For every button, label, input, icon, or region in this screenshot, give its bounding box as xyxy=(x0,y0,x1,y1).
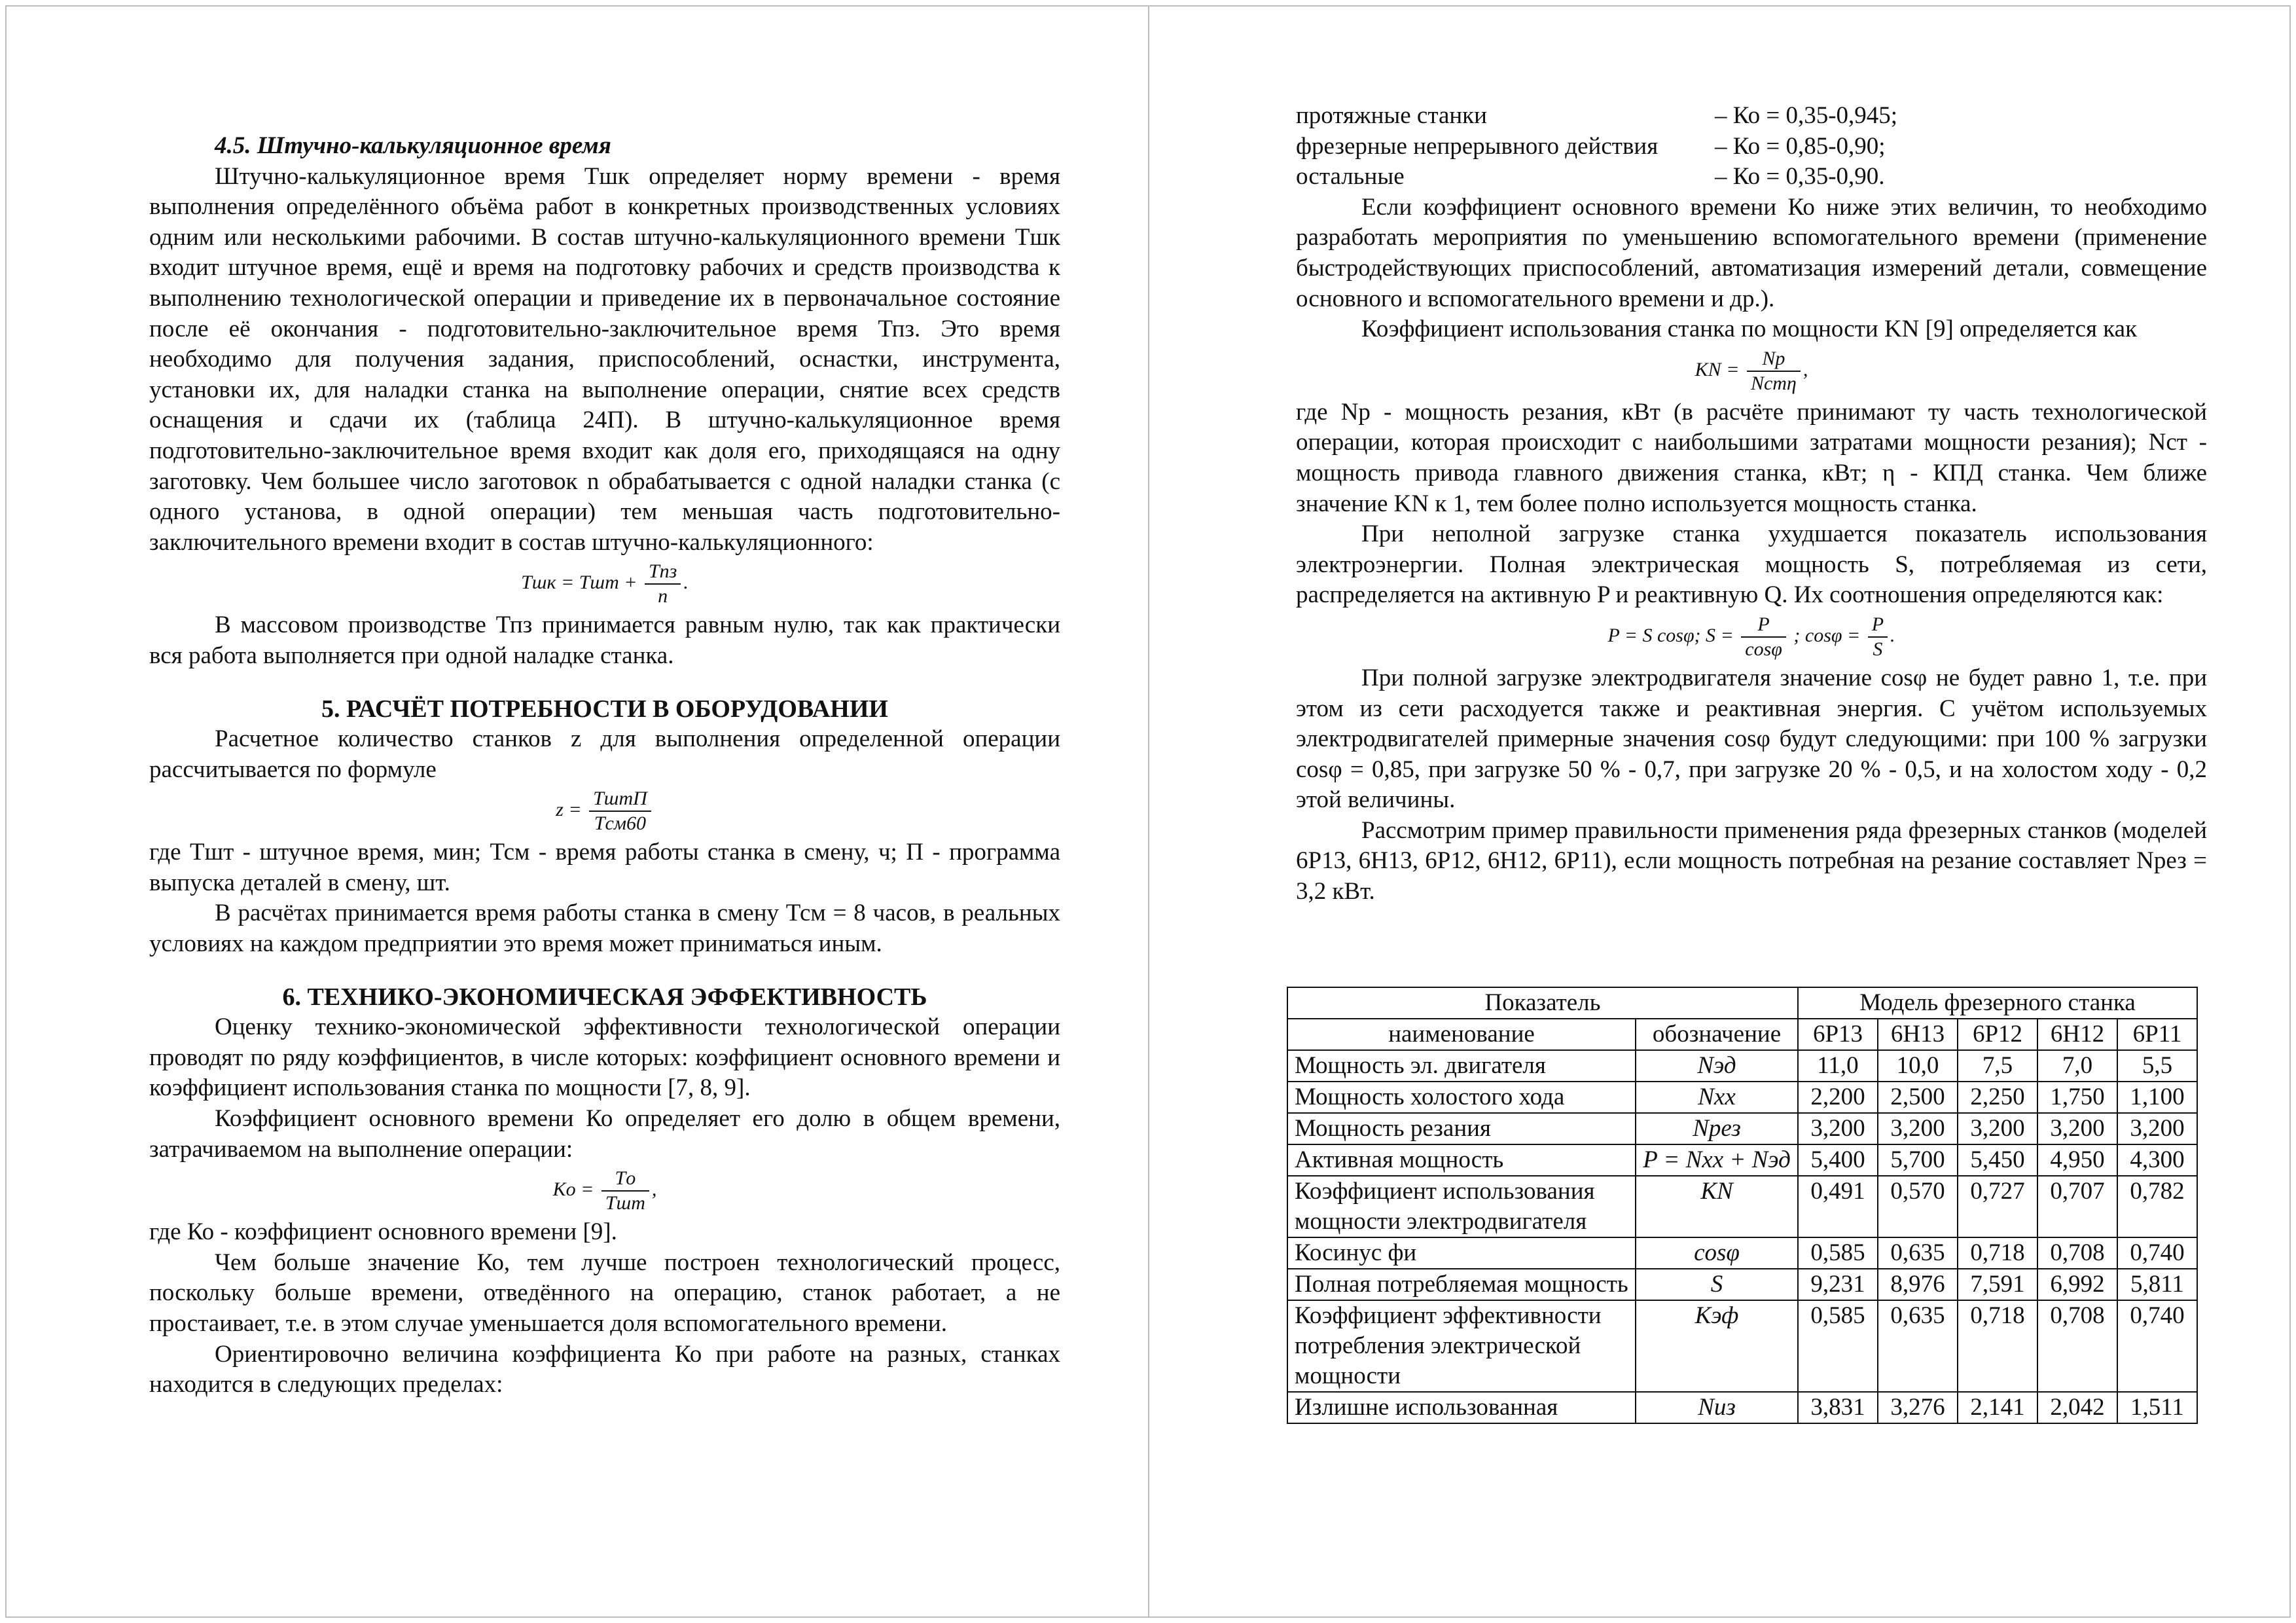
row-value: 10,0 xyxy=(1878,1050,1958,1082)
row-value: 5,400 xyxy=(1798,1144,1878,1176)
row-value: 0,782 xyxy=(2117,1176,2197,1237)
header-model-2: 6Н13 xyxy=(1878,1019,1958,1050)
row-name: Коэффициент использования мощности электродвигателя xyxy=(1287,1176,1636,1237)
section-6-paragraph-1: Оценку технико-экономической эффективности технологической операции проводят по ряду коэффициентов, в числе которых: коэффициент основного времени и коэффициент использования станка по мощности [7, 8, 9]. xyxy=(149,1013,1060,1102)
formula-z-denominator: Tсм60 xyxy=(594,812,647,835)
table-row xyxy=(1287,1144,2197,1176)
left-text-column xyxy=(149,131,1060,1400)
row-value: 1,100 xyxy=(2117,1082,2197,1113)
row-value: 4,950 xyxy=(2037,1144,2117,1176)
list-item-value: – Ко = 0,35-0,90. xyxy=(1715,163,1885,191)
row-value: 8,976 xyxy=(1878,1269,1958,1300)
row-value: 3,200 xyxy=(2037,1113,2117,1144)
formula-k-o-denominator: Tшт xyxy=(605,1192,645,1214)
formula-k-n: KN = $\frac{Nр}{\text{Nстη}}$ , xyxy=(1695,347,1808,394)
formula-z-fraction xyxy=(589,789,651,833)
list-item-name: протяжные станки xyxy=(1296,102,1487,129)
table-row xyxy=(1287,1237,2197,1269)
row-name: Полная потребляемая мощность xyxy=(1287,1269,1636,1300)
formula-cos-fraction xyxy=(1868,615,1888,659)
row-value: 6,992 xyxy=(2037,1269,2117,1300)
row-value: 5,5 xyxy=(2117,1050,2197,1082)
table-row xyxy=(1287,1176,2197,1237)
row-name: Мощность эл. двигателя xyxy=(1287,1050,1636,1082)
header-model-5: 6Р11 xyxy=(2117,1019,2197,1050)
formula-power-part-a: P = S cosφ; S = xyxy=(1607,624,1734,646)
row-symbol: Nэд xyxy=(1636,1050,1798,1082)
section-5-paragraph-2: где Тшт - штучное время, мин; Тсм - время работы станка в смену, ч; П - программа выпуска деталей в смену, шт. xyxy=(149,839,1060,896)
row-value: 3,200 xyxy=(1958,1113,2037,1144)
row-name: Излишне использованная xyxy=(1287,1392,1636,1423)
table-body xyxy=(1287,1050,2197,1423)
section-6-title: 6. ТЕХНИКО-ЭКОНОМИЧЕСКАЯ ЭФФЕКТИВНОСТЬ xyxy=(282,983,927,1011)
formula-t-shk-fraction xyxy=(645,562,681,606)
row-value: 5,450 xyxy=(1958,1144,2037,1176)
formula-t-shk-numerator: Tпз xyxy=(645,562,681,585)
list-item-name: остальные xyxy=(1296,163,1405,191)
row-value: 11,0 xyxy=(1798,1050,1878,1082)
row-value: 0,635 xyxy=(1878,1300,1958,1392)
formula-k-o-fraction xyxy=(601,1169,649,1213)
formula-cos-denominator: S xyxy=(1873,638,1883,660)
right-paragraph-3: где Nр - мощность резания, кВт (в расчёте принимают ту часть технологической операции, которая происходит с наибольшими затратами мощности резания); Nст - мощность привода главного движения станка, кВт; η - КПД станка. Чем ближе значение KN к 1, тем более полно используется мощность станка. xyxy=(1296,398,2207,517)
list-item xyxy=(1296,162,2207,192)
row-value: 3,200 xyxy=(1798,1113,1878,1144)
row-name: Активная мощность xyxy=(1287,1144,1636,1176)
row-value: 7,0 xyxy=(2037,1050,2117,1082)
left-page xyxy=(5,5,1149,1618)
row-value: 3,200 xyxy=(1878,1113,1958,1144)
row-value: 0,740 xyxy=(2117,1300,2197,1392)
right-page xyxy=(1148,5,2291,1618)
table-row xyxy=(1287,1392,2197,1423)
row-value: 3,276 xyxy=(1878,1392,1958,1423)
right-paragraph-2: Коэффициент использования станка по мощности KN [9] определяется как xyxy=(1361,316,2138,343)
section-4-5-title: 4.5. Штучно-калькуляционное время xyxy=(215,132,611,159)
row-value: 2,200 xyxy=(1798,1082,1878,1113)
row-symbol: P = Nхх + Nэд xyxy=(1636,1144,1798,1176)
header-model-3: 6Р12 xyxy=(1958,1019,2037,1050)
row-symbol: Kэф xyxy=(1636,1300,1798,1392)
row-symbol: Nхх xyxy=(1636,1082,1798,1113)
formula-t-shk-denominator: n xyxy=(658,585,668,608)
table-row xyxy=(1287,1113,2197,1144)
row-value: 0,727 xyxy=(1958,1176,2037,1237)
right-text-column xyxy=(1296,101,2207,907)
row-value: 0,570 xyxy=(1878,1176,1958,1237)
formula-s-numerator: P xyxy=(1741,615,1786,638)
row-value: 0,718 xyxy=(1958,1300,2037,1392)
row-symbol: KN xyxy=(1636,1176,1798,1237)
row-symbol: cosφ xyxy=(1636,1237,1798,1269)
row-value: 9,231 xyxy=(1798,1269,1878,1300)
list-item-name: фрезерные непрерывного действия xyxy=(1296,132,1659,160)
formula-cos-numerator: P xyxy=(1868,615,1888,638)
row-value: 5,811 xyxy=(2117,1269,2197,1300)
table-row xyxy=(1287,1300,2197,1392)
row-value: 5,700 xyxy=(1878,1144,1958,1176)
section-4-5-paragraph-1: Штучно-калькуляционное время Тшк определяет норму времени - время выполнения определённого объёма работ в конкретных производственных условиях одним или несколькими рабочими. В состав штучно-калькуляционного времени Тшк входит штучное время, ещё и время на подготовку рабочих и средств производства к выполнению технологической операции и приведение их в первоначальное состояние после её окончания - подготовительно-заключительное время Тпз. Это время необходимо для получения задания, приспособлений, оснастки, инструмента, установки их, для наладки станка на выполнение операции, снятие всех средств оснащения и сдачи их (таблица 24П). В штучно-калькуляционное время подготовительно-заключительное время входит как доля его, приходящаяся на одну заготовку. Чем большее число заготовок n обрабатывается с одной наладки станка (с одного установа, в одной операции) тем меньшая часть подготовительно-заключительного времени входит в состав штучно-калькуляционного: xyxy=(149,162,1060,556)
header-model: Модель фрезерного станка xyxy=(1798,987,2197,1019)
formula-k-n-denominator: Nстη xyxy=(1750,372,1797,394)
row-value: 4,300 xyxy=(2117,1144,2197,1176)
row-name: Косинус фи xyxy=(1287,1237,1636,1269)
formula-k-n-fraction xyxy=(1747,349,1801,393)
section-5-paragraph-3: В расчётах принимается время работы станка в смену Тсм = 8 часов, в реальных условиях на каждом предприятии это время может приниматься иным. xyxy=(149,900,1060,958)
table-header-row xyxy=(1287,987,2197,1019)
formula-power-relations: P = S cosφ; S = $\frac{P}{\cos\varphi}$ ; cosφ = $\frac{P}{S}$ . xyxy=(1607,613,1895,660)
row-value: 3,200 xyxy=(2117,1113,2197,1144)
row-value: 1,750 xyxy=(2037,1082,2117,1113)
right-paragraph-4: При неполной загрузке станка ухудшается показатель использования электроэнергии. Полная электрическая мощность S, потребляемая из сети, распределяется на активную P и реактивную Q. Их соотношения определяются как: xyxy=(1296,520,2207,609)
row-value: 7,5 xyxy=(1958,1050,2037,1082)
row-value: 3,831 xyxy=(1798,1392,1878,1423)
row-value: 0,708 xyxy=(2037,1300,2117,1392)
row-symbol: S xyxy=(1636,1269,1798,1300)
table-row xyxy=(1287,1269,2197,1300)
row-name: Мощность резания xyxy=(1287,1113,1636,1144)
table-row xyxy=(1287,1050,2197,1082)
header-model-4: 6Н12 xyxy=(2037,1019,2117,1050)
formula-k-o-numerator: Tо xyxy=(601,1169,649,1192)
formula-s-fraction xyxy=(1741,615,1786,659)
row-value: 2,500 xyxy=(1878,1082,1958,1113)
row-value: 1,511 xyxy=(2117,1392,2197,1423)
section-4-5-paragraph-2: В массовом производстве Тпз принимается равным нулю, так как практически вся работа выполняется при одной наладке станка. xyxy=(149,611,1060,669)
row-symbol: Nиз xyxy=(1636,1392,1798,1423)
section-6-paragraph-5: Ориентировочно величина коэффициента Ко при работе на разных, станках находится в следующих пределах: xyxy=(149,1340,1060,1398)
section-6-paragraph-2: Коэффициент основного времени Ко определяет его долю в общем времени, затрачиваемом на выполнение операции: xyxy=(149,1105,1060,1163)
list-item-value: – Ко = 0,85-0,90; xyxy=(1715,132,1886,160)
formula-z-numerator: TштП xyxy=(589,789,651,812)
row-value: 0,585 xyxy=(1798,1237,1878,1269)
formula-k-n-lhs: KN = xyxy=(1695,358,1740,380)
formula-s-denominator: cosφ xyxy=(1745,638,1782,660)
formula-power-part-b: ; cosφ = xyxy=(1793,624,1861,646)
row-name: Коэффициент эффективности потребления электрической мощности xyxy=(1287,1300,1636,1392)
right-paragraph-6: Рассмотрим пример правильности применения ряда фрезерных станков (моделей 6Р13, 6Н13, 6Р12, 6Н12, 6Р11), если мощность потребная на резание составляет Nрез = 3,2 кВт. xyxy=(1296,816,2207,905)
header-model-1: 6Р13 xyxy=(1798,1019,1878,1050)
row-value: 0,708 xyxy=(2037,1237,2117,1269)
right-paragraph-5: При полной загрузке электродвигателя значение cosφ не будет равно 1, т.е. при этом из сети расходуется также и реактивная энергия. С учётом используемых электродвигателей примерные значения cosφ будут следующими: при 100 % загрузки cosφ = 0,85, при загрузке 50 % - 0,7, при загрузке 20 % - 0,5, и на холостом ходу - 0,2 этой величины. xyxy=(1296,664,2207,814)
list-item xyxy=(1296,132,2207,162)
list-item xyxy=(1296,101,2207,132)
list-item-value: – Ко = 0,35-0,945; xyxy=(1715,102,1898,129)
row-value: 0,635 xyxy=(1878,1237,1958,1269)
row-name: Мощность холостого хода xyxy=(1287,1082,1636,1113)
formula-k-n-numerator: Nр xyxy=(1747,349,1801,372)
section-5-title: 5. РАСЧЁТ ПОТРЕБНОСТИ В ОБОРУДОВАНИИ xyxy=(321,695,888,723)
formula-z-lhs: z = xyxy=(556,799,582,821)
row-value: 7,591 xyxy=(1958,1269,2037,1300)
section-6-paragraph-3: где Ко - коэффициент основного времени [9]. xyxy=(149,1218,617,1246)
section-5-paragraph-1: Расчетное количество станков z для выполнения определенной операции рассчитывается по формуле xyxy=(149,725,1060,783)
table-row xyxy=(1287,1082,2197,1113)
header-name: наименование xyxy=(1287,1019,1636,1050)
header-symbol: обозначение xyxy=(1636,1019,1798,1050)
row-value: 2,141 xyxy=(1958,1392,2037,1423)
right-paragraph-1: Если коэффициент основного времени Ко ниже этих величин, то необходимо разработать мероприятия по уменьшению вспомогательного времени (применение быстродействующих приспособлений, автоматизация измерений детали, совмещение основного и вспомогательного времени и др.). xyxy=(1296,193,2207,312)
formula-t-shk: Tшк = Tшт + $\frac{\text{Tпз}}{n}$ . xyxy=(521,560,689,608)
row-value: 0,740 xyxy=(2117,1237,2197,1269)
formula-k-o: Kо = $\frac{Tо}{\text{Tшт}}$ , xyxy=(552,1167,657,1214)
formula-t-shk-lhs: Tшк = Tшт + xyxy=(521,572,637,594)
row-value: 0,707 xyxy=(2037,1176,2117,1237)
row-value: 2,250 xyxy=(1958,1082,2037,1113)
row-value: 0,718 xyxy=(1958,1237,2037,1269)
milling-machines-table xyxy=(1287,987,2198,1424)
section-6-paragraph-4: Чем больше значение Ко, тем лучше построен технологический процесс, поскольку больше времени, отведённого на операцию, станок работает, а не простаивает, т.е. в этом случае уменьшается доля вспомогательного времени. xyxy=(149,1249,1060,1337)
row-value: 0,585 xyxy=(1798,1300,1878,1392)
formula-z xyxy=(149,785,1060,837)
row-value: 0,491 xyxy=(1798,1176,1878,1237)
row-value: 2,042 xyxy=(2037,1392,2117,1423)
table-subheader-row xyxy=(1287,1019,2197,1050)
header-indicator: Показатель xyxy=(1287,987,1798,1019)
formula-k-o-lhs: Kо = xyxy=(552,1178,594,1201)
row-symbol: Nрез xyxy=(1636,1113,1798,1144)
